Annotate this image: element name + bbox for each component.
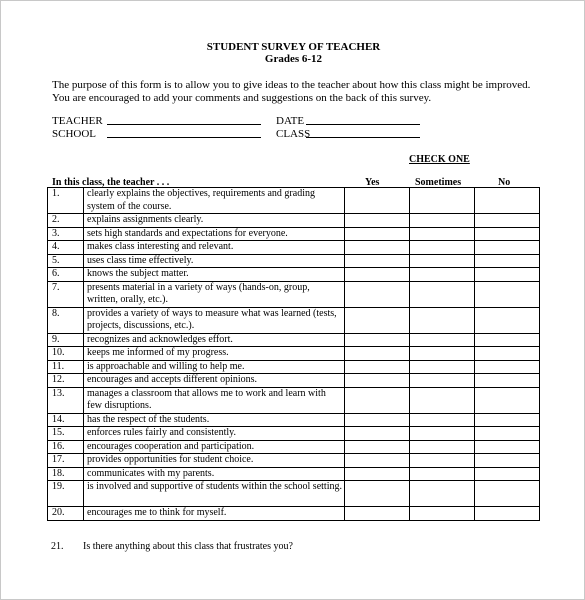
item-text: communicates with my parents.: [84, 467, 345, 481]
question-21-text: Is there anything about this class that frustrates you?: [83, 541, 293, 552]
no-header: No: [498, 177, 511, 188]
item-text: provides opportunities for student choice.: [84, 454, 345, 468]
check-cell-no[interactable]: [475, 333, 540, 347]
check-cell-no[interactable]: [475, 254, 540, 268]
item-text: uses class time effectively.: [84, 254, 345, 268]
item-number: 1.: [48, 188, 84, 214]
table-row: [48, 268, 540, 282]
table-row: [48, 387, 540, 413]
item-number: 20.: [48, 507, 84, 521]
check-cell-yes[interactable]: [345, 214, 410, 228]
check-cell-no[interactable]: [475, 374, 540, 388]
item-text: clearly explains the objectives, requirements and grading system of the course.: [84, 188, 345, 214]
check-cell-sometimes[interactable]: [410, 467, 475, 481]
check-cell-no[interactable]: [475, 241, 540, 255]
item-text: enforces rules fairly and consistently.: [84, 427, 345, 441]
check-cell-yes[interactable]: [345, 427, 410, 441]
check-cell-sometimes[interactable]: [410, 387, 475, 413]
item-number: 18.: [48, 467, 84, 481]
check-cell-yes[interactable]: [345, 507, 410, 521]
table-row: [48, 427, 540, 441]
check-cell-no[interactable]: [475, 214, 540, 228]
item-text: provides a variety of ways to measure what was learned (tests, projects, discussions, etc.).: [84, 307, 345, 333]
check-cell-yes[interactable]: [345, 467, 410, 481]
check-one-label: CHECK ONE: [409, 154, 470, 165]
item-number: 17.: [48, 454, 84, 468]
check-cell-yes[interactable]: [345, 454, 410, 468]
check-cell-sometimes[interactable]: [410, 214, 475, 228]
check-cell-yes[interactable]: [345, 268, 410, 282]
check-cell-sometimes[interactable]: [410, 427, 475, 441]
table-row: [48, 188, 540, 214]
item-number: 12.: [48, 374, 84, 388]
check-cell-yes[interactable]: [345, 347, 410, 361]
intro-line-2: You are encouraged to add your comments and suggestions on the back of this survey.: [52, 91, 432, 104]
table-row: [48, 347, 540, 361]
date-line[interactable]: [306, 124, 420, 125]
yes-header: Yes: [365, 177, 380, 188]
item-text: is involved and supportive of students within the school setting.: [84, 481, 345, 507]
item-text: has the respect of the students.: [84, 413, 345, 427]
item-number: 5.: [48, 254, 84, 268]
check-cell-no[interactable]: [475, 481, 540, 507]
item-number: 9.: [48, 333, 84, 347]
item-text: is approachable and willing to help me.: [84, 360, 345, 374]
check-cell-no[interactable]: [475, 454, 540, 468]
check-cell-sometimes[interactable]: [410, 413, 475, 427]
check-cell-sometimes[interactable]: [410, 227, 475, 241]
check-cell-sometimes[interactable]: [410, 268, 475, 282]
date-label: DATE: [276, 115, 305, 127]
item-text: recognizes and acknowledges effort.: [84, 333, 345, 347]
check-cell-sometimes[interactable]: [410, 188, 475, 214]
check-cell-no[interactable]: [475, 281, 540, 307]
item-text: encourages cooperation and participation.: [84, 440, 345, 454]
check-cell-no[interactable]: [475, 467, 540, 481]
check-cell-no[interactable]: [475, 360, 540, 374]
check-cell-sometimes[interactable]: [410, 333, 475, 347]
table-row: [48, 254, 540, 268]
item-number: 19.: [48, 481, 84, 507]
check-cell-sometimes[interactable]: [410, 374, 475, 388]
table-row: [48, 241, 540, 255]
question-21-number: 21.: [51, 541, 64, 552]
check-cell-yes[interactable]: [345, 307, 410, 333]
item-number: 14.: [48, 413, 84, 427]
table-row: [48, 333, 540, 347]
check-cell-sometimes[interactable]: [410, 454, 475, 468]
check-cell-yes[interactable]: [345, 481, 410, 507]
school-label: SCHOOL: [52, 128, 97, 140]
item-number: 13.: [48, 387, 84, 413]
check-cell-no[interactable]: [475, 268, 540, 282]
intro-line-1: The purpose of this form is to allow you to give ideas to the teacher about how this class might be improved.: [52, 79, 531, 91]
table-row: [48, 374, 540, 388]
teacher-line[interactable]: [107, 124, 261, 125]
check-cell-no[interactable]: [475, 387, 540, 413]
item-text: encourages and accepts different opinions.: [84, 374, 345, 388]
item-text: knows the subject matter.: [84, 268, 345, 282]
check-cell-yes[interactable]: [345, 440, 410, 454]
check-cell-yes[interactable]: [345, 387, 410, 413]
teacher-label: TEACHER: [52, 115, 103, 127]
table-row: [48, 281, 540, 307]
table-row: [48, 454, 540, 468]
check-cell-sometimes[interactable]: [410, 481, 475, 507]
check-cell-yes[interactable]: [345, 254, 410, 268]
survey-table: [47, 187, 540, 521]
check-cell-no[interactable]: [475, 440, 540, 454]
item-number: 8.: [48, 307, 84, 333]
class-line[interactable]: [306, 137, 420, 138]
item-number: 2.: [48, 214, 84, 228]
check-cell-yes[interactable]: [345, 188, 410, 214]
check-cell-no[interactable]: [475, 227, 540, 241]
item-text: manages a classroom that allows me to work and learn with few disruptions.: [84, 387, 345, 413]
check-cell-sometimes[interactable]: [410, 440, 475, 454]
check-cell-no[interactable]: [475, 347, 540, 361]
check-cell-sometimes[interactable]: [410, 360, 475, 374]
check-cell-no[interactable]: [475, 413, 540, 427]
table-row: [48, 413, 540, 427]
table-row: [48, 227, 540, 241]
check-cell-sometimes[interactable]: [410, 507, 475, 521]
item-text: keeps me informed of my progress.: [84, 347, 345, 361]
page-subtitle: Grades 6-12: [264, 53, 323, 65]
table-row: [48, 360, 540, 374]
item-number: 6.: [48, 268, 84, 282]
table-row: [48, 467, 540, 481]
item-number: 15.: [48, 427, 84, 441]
check-cell-no[interactable]: [475, 507, 540, 521]
item-number: 7.: [48, 281, 84, 307]
item-number: 16.: [48, 440, 84, 454]
check-cell-yes[interactable]: [345, 227, 410, 241]
sometimes-header: Sometimes: [415, 177, 462, 188]
item-number: 11.: [48, 360, 84, 374]
school-line[interactable]: [107, 137, 261, 138]
check-cell-sometimes[interactable]: [410, 254, 475, 268]
check-cell-yes[interactable]: [345, 241, 410, 255]
item-text: presents material in a variety of ways (hands-on, group, written, orally, etc.).: [84, 281, 345, 307]
table-row: [48, 507, 540, 521]
check-cell-no[interactable]: [475, 427, 540, 441]
check-cell-yes[interactable]: [345, 333, 410, 347]
item-number: 4.: [48, 241, 84, 255]
intro-text: [52, 79, 552, 104]
page-title: STUDENT SURVEY OF TEACHER: [206, 41, 381, 53]
check-cell-yes[interactable]: [345, 360, 410, 374]
class-label: CLASS: [276, 128, 311, 140]
check-cell-sometimes[interactable]: [410, 347, 475, 361]
item-text: sets high standards and expectations for everyone.: [84, 227, 345, 241]
check-cell-yes[interactable]: [345, 281, 410, 307]
table-lead-header: In this class, the teacher . . .: [52, 177, 170, 188]
check-cell-no[interactable]: [475, 307, 540, 333]
item-text: makes class interesting and relevant.: [84, 241, 345, 255]
table-row: [48, 214, 540, 228]
check-cell-sometimes[interactable]: [410, 307, 475, 333]
item-text: explains assignments clearly.: [84, 214, 345, 228]
table-row: [48, 481, 540, 507]
check-cell-yes[interactable]: [345, 374, 410, 388]
item-number: 10.: [48, 347, 84, 361]
table-row: [48, 307, 540, 333]
check-cell-yes[interactable]: [345, 413, 410, 427]
check-cell-sometimes[interactable]: [410, 241, 475, 255]
item-text: encourages me to think for myself.: [84, 507, 345, 521]
table-row: [48, 440, 540, 454]
item-number: 3.: [48, 227, 84, 241]
check-cell-no[interactable]: [475, 188, 540, 214]
check-cell-sometimes[interactable]: [410, 281, 475, 307]
